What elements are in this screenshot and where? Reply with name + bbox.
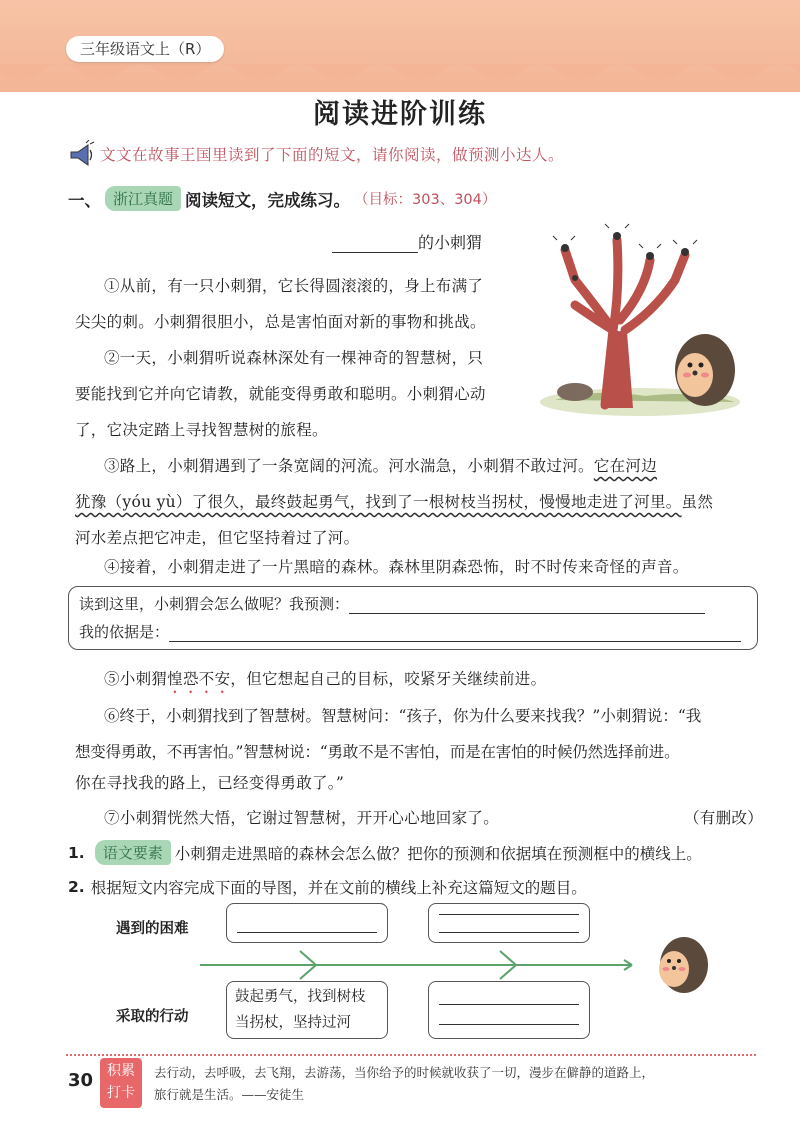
- action-box-2[interactable]: [428, 981, 590, 1039]
- wisdom-tree-illustration: [535, 210, 745, 420]
- grade-tag: 三年级语文上（R）: [66, 36, 224, 62]
- basis-label: 我的依据是：: [79, 623, 170, 641]
- section-target: （目标：303、304）: [354, 192, 497, 208]
- basis-row: [79, 621, 741, 642]
- paragraph-2-line-3: 了，它决定踏上寻找智慧树的旅程。: [75, 421, 328, 439]
- paragraph-3-line-1: [104, 448, 657, 484]
- section-instruction: 阅读短文，完成练习。: [185, 190, 351, 210]
- difficulty-box-1[interactable]: [226, 903, 388, 943]
- prediction-question: 读到这里，小刺猬会怎么做呢？我预测：: [79, 595, 350, 613]
- paragraph-2-line-1: ②一天，小刺猬听说森林深处有一棵神奇的智慧树，只: [104, 349, 484, 367]
- question-2-number: 2.: [68, 878, 85, 896]
- paragraph-3-underlined-sentence: 犹豫（yóu yù）了很久，最终鼓起勇气，找到了一根树枝当拐杖，慢慢地走进了河里。: [75, 493, 682, 511]
- paragraph-1-line-1: ①从前，有一只小刺猬，它长得圆滚滚的，身上布满了: [104, 277, 484, 295]
- paragraph-2-line-2: 要能找到它并向它请教，就能变得勇敢和聪明。小刺猬心动: [75, 385, 486, 403]
- label-action: 采取的行动: [116, 1009, 189, 1025]
- paragraph-5-dotted-word: 惶恐不安: [167, 670, 231, 688]
- action-2-answer-line-1[interactable]: [439, 1004, 579, 1005]
- question-2-text: 根据短文内容完成下面的导图，并在文前的横线上补充这篇短文的题目。: [90, 879, 587, 897]
- story-title: [332, 230, 482, 253]
- quote-line-2: 旅行就是生活。——安徒生: [154, 1087, 305, 1102]
- question-1-number: 1.: [68, 843, 85, 862]
- given-action-line-1: 鼓起勇气，找到树枝: [235, 989, 366, 1005]
- difficulty-1-answer-line[interactable]: [237, 932, 377, 933]
- paragraph-5: [104, 661, 546, 697]
- difficulty-2-answer-line-1[interactable]: [439, 914, 579, 915]
- question-1-text: 小刺猬走进黑暗的森林会怎么做？把你的预测和依据填在预测框中的横线上。: [174, 844, 702, 863]
- difficulty-box-2[interactable]: [428, 903, 590, 943]
- page-number: 30: [68, 1070, 94, 1091]
- megaphone-icon: [66, 140, 96, 170]
- action-box-1: [226, 981, 388, 1039]
- badge-line-2: 打卡: [107, 1085, 135, 1101]
- source-note: （有删改）: [684, 809, 764, 827]
- section-heading: [68, 186, 496, 211]
- paragraph-3-underlined-start: 它在河边: [593, 457, 658, 475]
- given-action-line-2: 当拐杖，坚持过河: [235, 1015, 351, 1031]
- label-difficulty: 遇到的困难: [116, 921, 189, 937]
- paragraph-4: ④接着，小刺猬走进了一片黑暗的森林。森林里阴森恐怖，时不时传来奇怪的声音。: [104, 558, 689, 576]
- footer-quote: [154, 1062, 764, 1106]
- paragraph-6-line-3: 你在寻找我的路上，已经变得勇敢了。”: [75, 774, 345, 792]
- hedgehog-icon: [648, 933, 710, 997]
- intro-text: 文文在故事王国里读到了下面的短文，请你阅读，做预测小达人。: [100, 146, 565, 164]
- question-1: [68, 840, 702, 865]
- quote-line-1: 去行动，去呼吸，去飞翔，去游荡，当你给予的时候就收获了一切，漫步在僻静的道路上，: [154, 1065, 655, 1080]
- prediction-answer-line[interactable]: [349, 595, 705, 614]
- footer-divider: [66, 1054, 756, 1056]
- paragraph-3-line-2: [75, 484, 713, 520]
- basis-answer-line[interactable]: [169, 623, 741, 642]
- accumulate-badge: [100, 1058, 142, 1108]
- paragraph-3-line-3: 河水差点把它冲走，但它坚持着过了河。: [75, 529, 360, 547]
- prediction-box: [68, 586, 758, 650]
- title-blank[interactable]: [332, 236, 418, 253]
- page-title: 阅读进阶训练: [313, 99, 487, 130]
- paragraph-6-line-1: ⑥终于，小刺猬找到了智慧树。智慧树问：“孩子，你为什么要来找我？”小刺猬说：“我: [104, 707, 702, 725]
- prediction-row: [79, 593, 705, 614]
- difficulty-2-answer-line-2[interactable]: [439, 932, 579, 933]
- section-number: 一、: [68, 190, 101, 210]
- paragraph-3-line-2-plain: 虽然: [681, 493, 714, 511]
- paragraph-5-start: ⑤小刺猬: [104, 670, 168, 688]
- paragraph-3-line-1-plain: ③路上，小刺猬遇到了一条宽阔的河流。河水湍急，小刺猬不敢过河。: [104, 457, 594, 475]
- story-title-suffix: 的小刺猬: [418, 233, 483, 252]
- badge-line-1: 积累: [107, 1063, 135, 1079]
- paragraph-5-end: ，但它想起自己的目标，咬紧牙关继续前进。: [230, 670, 547, 688]
- paragraph-1-line-2: 尖尖的刺。小刺猬很胆小，总是害怕面对新的事物和挑战。: [75, 313, 486, 331]
- paragraph-7: ⑦小刺猬恍然大悟，它谢过智慧树，开开心心地回家了。: [104, 809, 500, 827]
- fishbone-diagram: [60, 895, 760, 1045]
- exam-tag: 浙江真题: [105, 186, 181, 211]
- action-2-answer-line-2[interactable]: [439, 1024, 579, 1025]
- question-1-tag: 语文要素: [95, 840, 171, 865]
- paragraph-6-line-2: 想变得勇敢，不再害怕。”智慧树说：“勇敢不是不害怕，而是在害怕的时候仍然选择前进。: [75, 743, 680, 761]
